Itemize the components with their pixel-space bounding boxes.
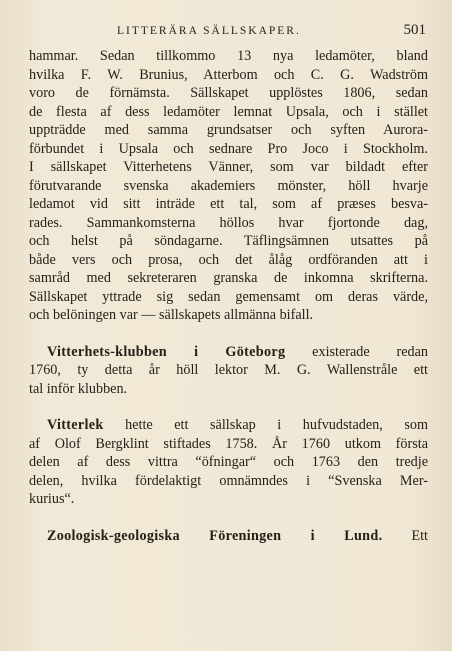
text-line: af Olof Bergklint stiftades 1758. År 1760 utkom första <box>29 435 428 452</box>
entry-vitterlek <box>29 416 428 509</box>
text-line: Sällskapet yttrade sig sedan gemensamt om deras värde, <box>29 288 428 305</box>
body-text <box>29 47 428 325</box>
text-line: rades. Sammankomsterna höllos hvar fjortonde dag, <box>29 214 428 231</box>
entry-text: Ett <box>382 527 428 544</box>
text-line: och belöningen var — sällskapets allmänna bifall. <box>29 307 314 323</box>
text-line: tal inför klubben. <box>29 380 128 397</box>
text-line: förutvarande svenska akademiers mönster, höll hvarje <box>29 177 428 194</box>
text-line: ledamot vid sitt inträde ett tal, som af præses besva- <box>29 196 428 212</box>
entry-first-line <box>29 343 428 362</box>
text-line: 1760, ty detta år höll lektor M. G. Wallenstråle ett <box>29 362 428 378</box>
entry-text: hette ett sällskap i hufvudstaden, som <box>103 417 428 433</box>
text-line: uppträdde med samma grundsatser och syften Aurora- <box>29 122 428 138</box>
text-line: hvilka F. W. Brunius, Atterbom och C. G. Wadström <box>29 66 428 83</box>
text-line: voro de förnämsta. Sällskapet upplöstes 1806, sedan <box>29 85 428 101</box>
text-line: och helst på söndagarne. Täflingsämnen utsattes på <box>29 233 428 249</box>
page-number: 501 <box>403 22 426 38</box>
entry-first-line <box>29 416 428 435</box>
entry-heading: Zoologisk-geologiska Föreningen i Lund. <box>47 527 383 544</box>
text-line: delen, hvilka fördelaktigt omnämndes i “Svenska Mer- <box>29 472 428 489</box>
running-head: LITTERÄRA SÄLLSKAPER. <box>117 25 301 37</box>
entry-text: existerade redan <box>285 343 428 360</box>
entry-zoologisk-geologiska <box>29 527 428 546</box>
text-line: delen af dess vittra “öfningar“ och 1763 den tredje <box>29 454 428 470</box>
page-header <box>29 22 428 44</box>
entry-first-line <box>29 527 428 546</box>
text-line: de flesta af dess ledamöter lemnat Upsala, och i stället <box>29 103 428 120</box>
entry-vitterhets-klubben <box>29 343 428 399</box>
entry-heading: Vitterhets-klubben i Göteborg <box>47 343 286 360</box>
text-line: samråd med sekreteraren granska de inkomna skrifterna. <box>29 270 428 286</box>
text-line: förbundet i Upsala och sednare Pro Joco i Stockholm. <box>29 140 428 157</box>
text-line: hammar. Sedan tillkommo 13 nya ledamöter, bland <box>29 48 428 64</box>
text-line: kurius“. <box>29 491 75 507</box>
entry-heading: Vitterlek <box>47 417 104 433</box>
text-line: både vers och prosa, och det ålåg ordföranden att i <box>29 251 428 268</box>
text-line: I sällskapet Vitterhetens Vänner, som var bildadt efter <box>29 159 428 175</box>
